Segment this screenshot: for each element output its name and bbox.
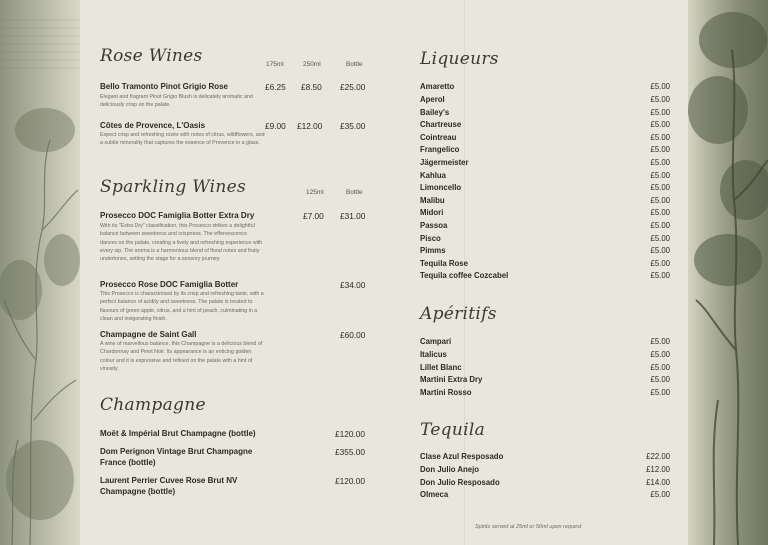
liqueur-item-price: £5.00	[650, 133, 670, 142]
liqueur-item-name: Pimms	[420, 246, 446, 255]
liqueur-item-name: Limoncello	[420, 183, 462, 192]
liqueur-item-price: £5.00	[650, 259, 670, 268]
liqueur-item-name: Aperol	[420, 95, 445, 104]
liqueur-item-price: £5.00	[650, 108, 670, 117]
liqueur-item-price: £5.00	[650, 158, 670, 167]
champagne-item-name-line2: France (bottle)	[100, 458, 156, 467]
champagne-item-name: Moët & Impérial Brut Champagne (bottle)	[100, 429, 256, 438]
aperitif-item-name: Lillet Blanc	[420, 363, 462, 372]
rose-wines-heading: Rose Wines	[100, 46, 203, 66]
liqueur-item-price: £5.00	[650, 234, 670, 243]
aperitif-item-price: £5.00	[650, 375, 670, 384]
aperitif-item-name: Martini Extra Dry	[420, 375, 483, 384]
champagne-item-name: Laurent Perrier Cuvee Rose Brut NV	[100, 476, 238, 485]
liqueur-item-name: Pisco	[420, 234, 441, 243]
rose-item-price-175: £9.00	[265, 121, 286, 131]
liqueur-item-price: £5.00	[650, 120, 670, 129]
champagne-heading: Champagne	[100, 395, 206, 415]
left-tree-illustration	[0, 0, 80, 545]
aperitif-item-name: Campari	[420, 337, 452, 346]
tequila-item-price: £12.00	[646, 465, 670, 474]
rose-item-price-bottle: £35.00	[340, 121, 366, 131]
tequila-heading: Tequila	[420, 420, 486, 440]
liqueur-item-name: Bailey's	[420, 108, 450, 117]
liqueur-item-price: £5.00	[650, 196, 670, 205]
liqueur-item-name: Midori	[420, 208, 444, 217]
liqueur-item-price: £5.00	[650, 82, 670, 91]
rose-item-description: Expect crisp and refreshing rosés with notes of citrus, wildflowers, and a subtle minerality that captures the essence of Provence in a glass.	[100, 132, 265, 147]
liqueur-item-name: Tequila Rose	[420, 259, 468, 268]
liqueur-item-name: Passoa	[420, 221, 448, 230]
tequila-item-price: £22.00	[646, 452, 670, 461]
liqueur-item-price: £5.00	[650, 271, 670, 280]
sparkling-wines-heading: Sparkling Wines	[100, 177, 247, 197]
liqueur-item-price: £5.00	[650, 171, 670, 180]
champagne-item-name: Dom Perignon Vintage Brut Champagne	[100, 447, 253, 456]
liqueur-item-price: £5.00	[650, 183, 670, 192]
champagne-item-price: £120.00	[335, 429, 365, 439]
aperitif-item-price: £5.00	[650, 363, 670, 372]
menu-page	[80, 0, 688, 545]
sparkling-col-bottle: Bottle	[346, 189, 363, 196]
liqueur-item-name: Tequila coffee Cozcabel	[420, 271, 509, 280]
rose-col-250ml: 250ml	[303, 61, 321, 68]
liqueur-item-name: Frangelico	[420, 145, 460, 154]
spirits-footer-note: Spirits served at 25ml or 50ml upon request	[475, 524, 582, 530]
liqueurs-heading: Liqueurs	[420, 49, 499, 69]
aperitif-item-price: £5.00	[650, 337, 670, 346]
sparkling-item-description: A wine of marvellous balance, this Champagne is a delicious blend of Chardonnay and Pinot Noir. Its appearance is an enticing golden colour and it is expressive and refined on the palate with a hint of vinosity.	[100, 341, 263, 372]
tequila-item-name: Don Julio Resposado	[420, 478, 500, 487]
liqueur-item-name: Kahlua	[420, 171, 446, 180]
champagne-item-price: £355.00	[335, 447, 365, 457]
sparkling-item-price-bottle: £31.00	[340, 211, 366, 221]
liqueur-item-price: £5.00	[650, 145, 670, 154]
rose-item-name: Côtes de Provence, L'Oasis	[100, 121, 206, 130]
sparkling-item-price-glass: £7.00	[303, 211, 324, 221]
rose-item-price-175: £6.25	[265, 82, 286, 92]
tequila-item-name: Clase Azul Resposado	[420, 452, 504, 461]
sparkling-item-price-bottle: £34.00	[340, 280, 366, 290]
aperitif-item-name: Martini Rosso	[420, 388, 472, 397]
rose-item-name: Bello Tramonto Pinot Grigio Rose	[100, 82, 229, 91]
sparkling-item-name: Prosecco Rose DOC Famiglia Botter	[100, 280, 239, 289]
liqueur-item-name: Malibu	[420, 196, 445, 205]
sparkling-item-description: With its "Extra Dry" classification, this Prosecco strikes a delightful balance between sweetness and crispness. The effervescence dances on the palate, creating a lively and refreshing experience with every sip. The aroma is a harmonious blend of floral notes and fruity undertones, setting the stage for a sensory journey.	[100, 223, 263, 263]
right-tree-illustration	[688, 0, 768, 545]
sparkling-item-price-bottle: £60.00	[340, 330, 366, 340]
sparkling-item-name: Prosecco DOC Famiglia Botter Extra Dry	[100, 211, 255, 220]
aperitif-item-price: £5.00	[650, 350, 670, 359]
tequila-item-name: Don Julio Anejo	[420, 465, 480, 474]
champagne-item-name-line2: Champagne (bottle)	[100, 487, 176, 496]
tequila-item-name: Olmeca	[420, 490, 449, 499]
sparkling-item-name: Champagne de Saint Gall	[100, 330, 197, 339]
liqueur-item-price: £5.00	[650, 95, 670, 104]
liqueur-item-price: £5.00	[650, 221, 670, 230]
sparkling-col-125ml: 125ml	[306, 189, 324, 196]
rose-item-price-250: £12.00	[297, 121, 323, 131]
rose-item-price-250: £8.50	[301, 82, 322, 92]
aperitif-item-name: Italicus	[420, 350, 447, 359]
liqueur-item-name: Amaretto	[420, 82, 455, 91]
liqueur-item-price: £5.00	[650, 246, 670, 255]
rose-item-price-bottle: £25.00	[340, 82, 366, 92]
liqueur-item-name: Jägermeister	[420, 158, 469, 167]
tequila-item-price: £5.00	[650, 490, 670, 499]
rose-item-description: Elegant and fragrant Pinot Grigio Blush is delicately aromatic and deliciously crisp on the palate.	[100, 94, 253, 109]
liqueur-item-name: Cointreau	[420, 133, 457, 142]
sparkling-item-description: This Prosecco is characterised by its crisp and refreshing taste, with a perfect balance of acidity and sweetness. The palate is treated to flavours of green apple, citrus, and a hint of peach, culminating in a clean and invigorating finish.	[100, 291, 264, 322]
aperitif-item-price: £5.00	[650, 388, 670, 397]
rose-col-bottle: Bottle	[346, 61, 363, 68]
liqueur-item-name: Chartreuse	[420, 120, 462, 129]
liqueur-item-price: £5.00	[650, 208, 670, 217]
aperitifs-heading: Apéritifs	[420, 304, 497, 324]
rose-col-175ml: 175ml	[266, 61, 284, 68]
champagne-item-price: £120.00	[335, 476, 365, 486]
tequila-item-price: £14.00	[646, 478, 670, 487]
